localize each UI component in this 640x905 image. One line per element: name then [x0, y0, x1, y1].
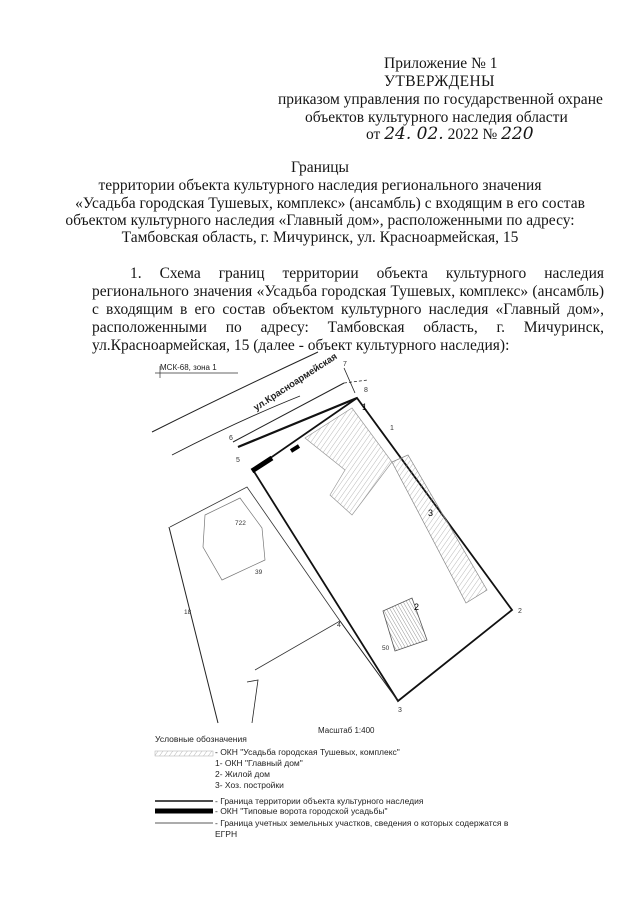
title-borders: Границы	[291, 159, 349, 176]
point-label-1: 1	[390, 425, 394, 432]
object-label-1: 1	[362, 402, 368, 412]
title-line-2: территории объекта культурного наследия регионального значения	[98, 177, 542, 194]
order-year-number: 2022 №	[447, 126, 498, 143]
legend-item-residential: 2- Жилой дом	[215, 769, 270, 779]
boundary-segment-7-8	[344, 368, 355, 393]
territory-boundary	[253, 398, 512, 701]
paragraph-line-1: 1. Схема границ территории объекта культурного наследия	[130, 265, 604, 282]
point-label-8: 8	[364, 387, 368, 394]
title-line-3: «Усадьба городская Тушевых, комплекс» (ансамбль) с входящим в его состав	[75, 195, 585, 212]
point-label-7: 7	[343, 361, 347, 368]
legend-item-territory-boundary: - Граница территории объекта культурного наследия	[215, 796, 424, 806]
point-label-2: 2	[518, 608, 522, 615]
paragraph-line-5: ул.Красноармейская, 15 (далее - объект культурного наследия):	[92, 337, 510, 354]
legend-item-main-house: 1- ОКН "Главный дом"	[215, 758, 303, 768]
legend-item-parcels: - Граница учетных земельных участков, сведения о которых содержатся в	[215, 818, 509, 828]
legend-item-outbuildings: 3- Хоз. постройки	[215, 780, 284, 790]
outbuildings-object-3	[392, 455, 487, 603]
gate-okn-mark	[252, 458, 272, 471]
parcel-39-building	[203, 498, 265, 580]
point-label-5: 5	[236, 457, 240, 464]
legend-item-parcels-cont: ЕГРН	[215, 829, 238, 839]
handwritten-number: 220	[501, 124, 534, 144]
point-label-6: 6	[229, 435, 233, 442]
crs-label: МСК-68, зона 1	[160, 363, 217, 372]
title-address: Тамбовская область, г. Мичуринск, ул. Красноармейская, 15	[121, 229, 519, 246]
order-line-1: приказом управления по государственной охране	[278, 91, 603, 108]
parcel-722-boundary	[170, 487, 340, 670]
object-label-3: 3	[428, 508, 434, 518]
object-label-2: 2	[414, 602, 420, 612]
parcel-label-50: 50	[382, 645, 390, 652]
point-label-3: 3	[398, 707, 402, 714]
legend-item-ensemble: - ОКН "Усадьба городская Тушевых, комплекс"	[215, 747, 400, 757]
parcel-18-boundary	[169, 527, 218, 723]
street-edge-south	[172, 396, 300, 455]
legend-title: Условные обозначения	[155, 734, 247, 744]
street-line-extension	[344, 380, 368, 383]
parcel-18-inner	[247, 680, 258, 723]
date-prefix: от	[366, 126, 381, 143]
order-line-2: объектов культурного наследия области	[305, 109, 568, 126]
street-label: ул.Красноармейская	[251, 351, 340, 414]
parcel-label-18: 18	[184, 609, 192, 616]
paragraph-line-3: с входящим в его состав объектом культурного наследия «Главный дом»,	[92, 301, 604, 318]
residential-house-object-2	[383, 598, 427, 651]
paragraph-line-4: расположенными по адресу: Тамбовская область, г. Мичуринск,	[92, 319, 604, 336]
approved-label: УТВЕРЖДЕНЫ	[384, 73, 495, 90]
parcel-label-722: 722	[235, 520, 246, 527]
legend-item-gate: - ОКН "Типовые ворота городской усадьбы"	[215, 806, 388, 816]
handwritten-date: 24. 02.	[384, 124, 444, 144]
scale-label: Масштаб 1:400	[318, 726, 375, 735]
parcel-label-39: 39	[255, 569, 263, 576]
gate-okn-mark-2	[291, 446, 299, 451]
paragraph-line-2: регионального значения «Усадьба городская Тушевых, комплекс» (ансамбль)	[92, 283, 604, 300]
appendix-label: Приложение № 1	[384, 55, 498, 72]
title-line-4: объектом культурного наследия «Главный дом», расположенными по адресу:	[65, 212, 575, 229]
legend-symbol-ensemble	[155, 751, 213, 756]
point-label-4: 4	[337, 622, 341, 629]
